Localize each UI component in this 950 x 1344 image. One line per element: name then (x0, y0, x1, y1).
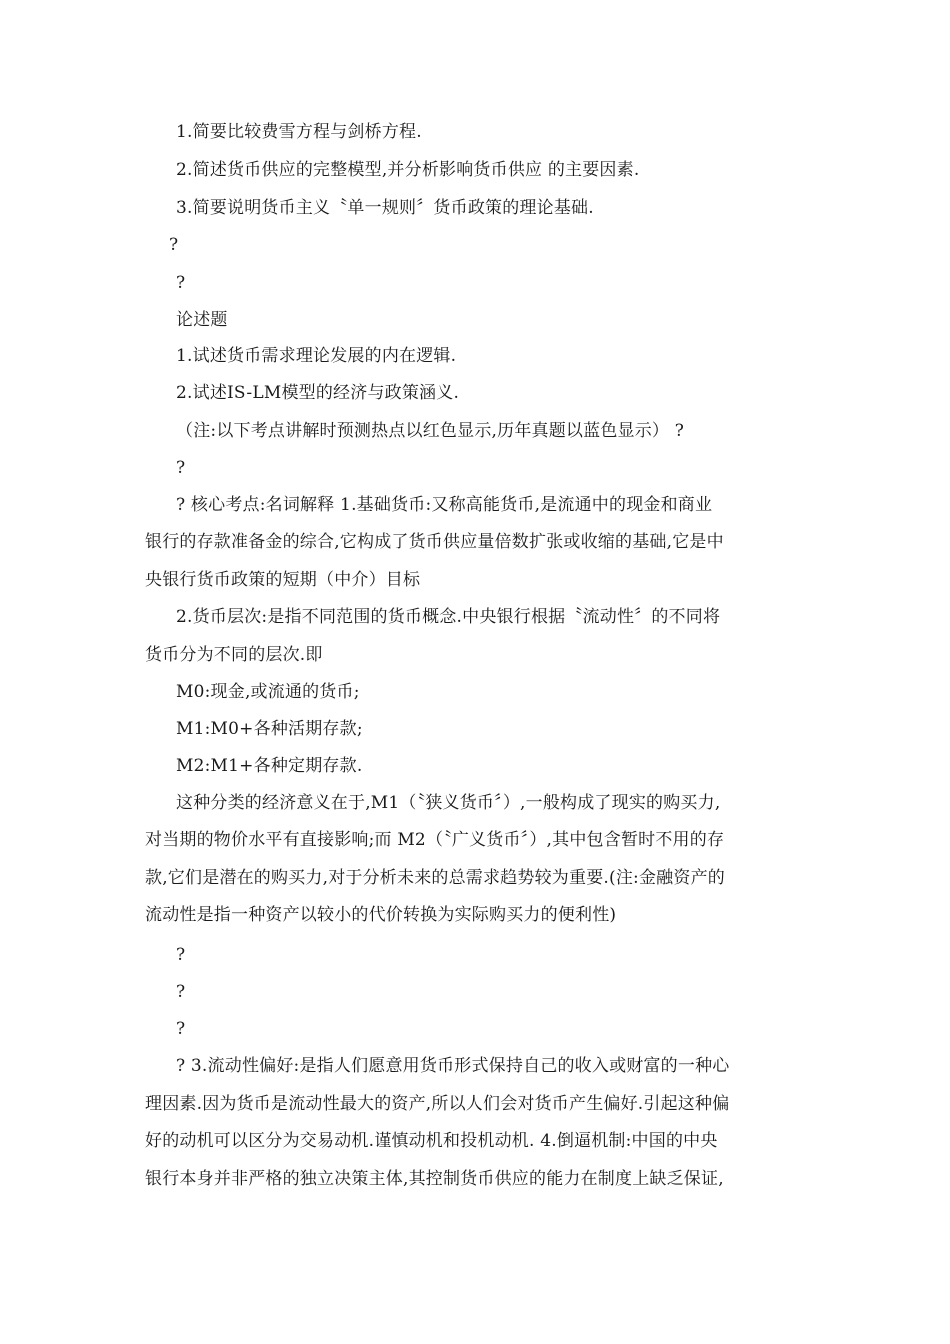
text-line: 这种分类的经济意义在于,M1（〝狭义货币〞）,一般构成了现实的购买力, (176, 793, 721, 813)
text-line: 银行的存款准备金的综合,它构成了货币供应量倍数扩张或收缩的基础,它是中 (145, 532, 724, 552)
text-line: ? (176, 1019, 186, 1039)
text-line: 1.简要比较费雪方程与剑桥方程. (176, 122, 422, 142)
text-line: ? (169, 235, 179, 255)
text-line: ? (176, 273, 186, 293)
note-line: （注:以下考点讲解时预测热点以红色显示,历年真题以蓝色显示） ? (176, 421, 685, 441)
text-line: 2.简述货币供应的完整模型,并分析影响货币供应 的主要因素. (176, 160, 640, 180)
section-heading: 论述题 (176, 310, 228, 330)
text-line: 1.试述货币需求理论发展的内在逻辑. (176, 346, 457, 366)
text-line: 3.简要说明货币主义〝单一规则〞货币政策的理论基础. (176, 198, 594, 218)
text-line: ? 3.流动性偏好:是指人们愿意用货币形式保持自己的收入或财富的一种心 (176, 1056, 730, 1076)
text-line: M1:M0+各种活期存款; (176, 719, 363, 739)
text-line: 2.货币层次:是指不同范围的货币概念.中央银行根据〝流动性〞的不同将 (176, 607, 721, 627)
text-line: M0:现金,或流通的货币; (176, 682, 360, 702)
text-line: 对当期的物价水平有直接影响;而 M2（〝广义货币〞）,其中包含暂时不用的存 (145, 830, 725, 850)
text-line: ? 核心考点:名词解释 1.基础货币:又称高能货币,是流通中的现金和商业 (176, 495, 713, 515)
text-line: 2.试述IS-LM模型的经济与政策涵义. (176, 383, 460, 403)
text-line: 流动性是指一种资产以较小的代价转换为实际购买力的便利性) (145, 905, 617, 925)
text-line: M2:M1+各种定期存款. (176, 756, 363, 776)
text-line: ? (176, 982, 186, 1002)
text-line: ? (176, 945, 186, 965)
text-line: 货币分为不同的层次.即 (145, 645, 323, 665)
text-line: 好的动机可以区分为交易动机.谨慎动机和投机动机. 4.倒逼机制:中国的中央 (145, 1131, 718, 1151)
text-line: 理因素.因为货币是流动性最大的资产,所以人们会对货币产生偏好.引起这种偏 (145, 1094, 730, 1114)
text-line: ? (176, 458, 186, 478)
text-line: 央银行货币政策的短期（中介）目标 (145, 570, 421, 590)
text-line: 款,它们是潜在的购买力,对于分析未来的总需求趋势较为重要.(注:金融资产的 (145, 868, 725, 888)
text-line: 银行本身并非严格的独立决策主体,其控制货币供应的能力在制度上缺乏保证, (145, 1169, 724, 1189)
